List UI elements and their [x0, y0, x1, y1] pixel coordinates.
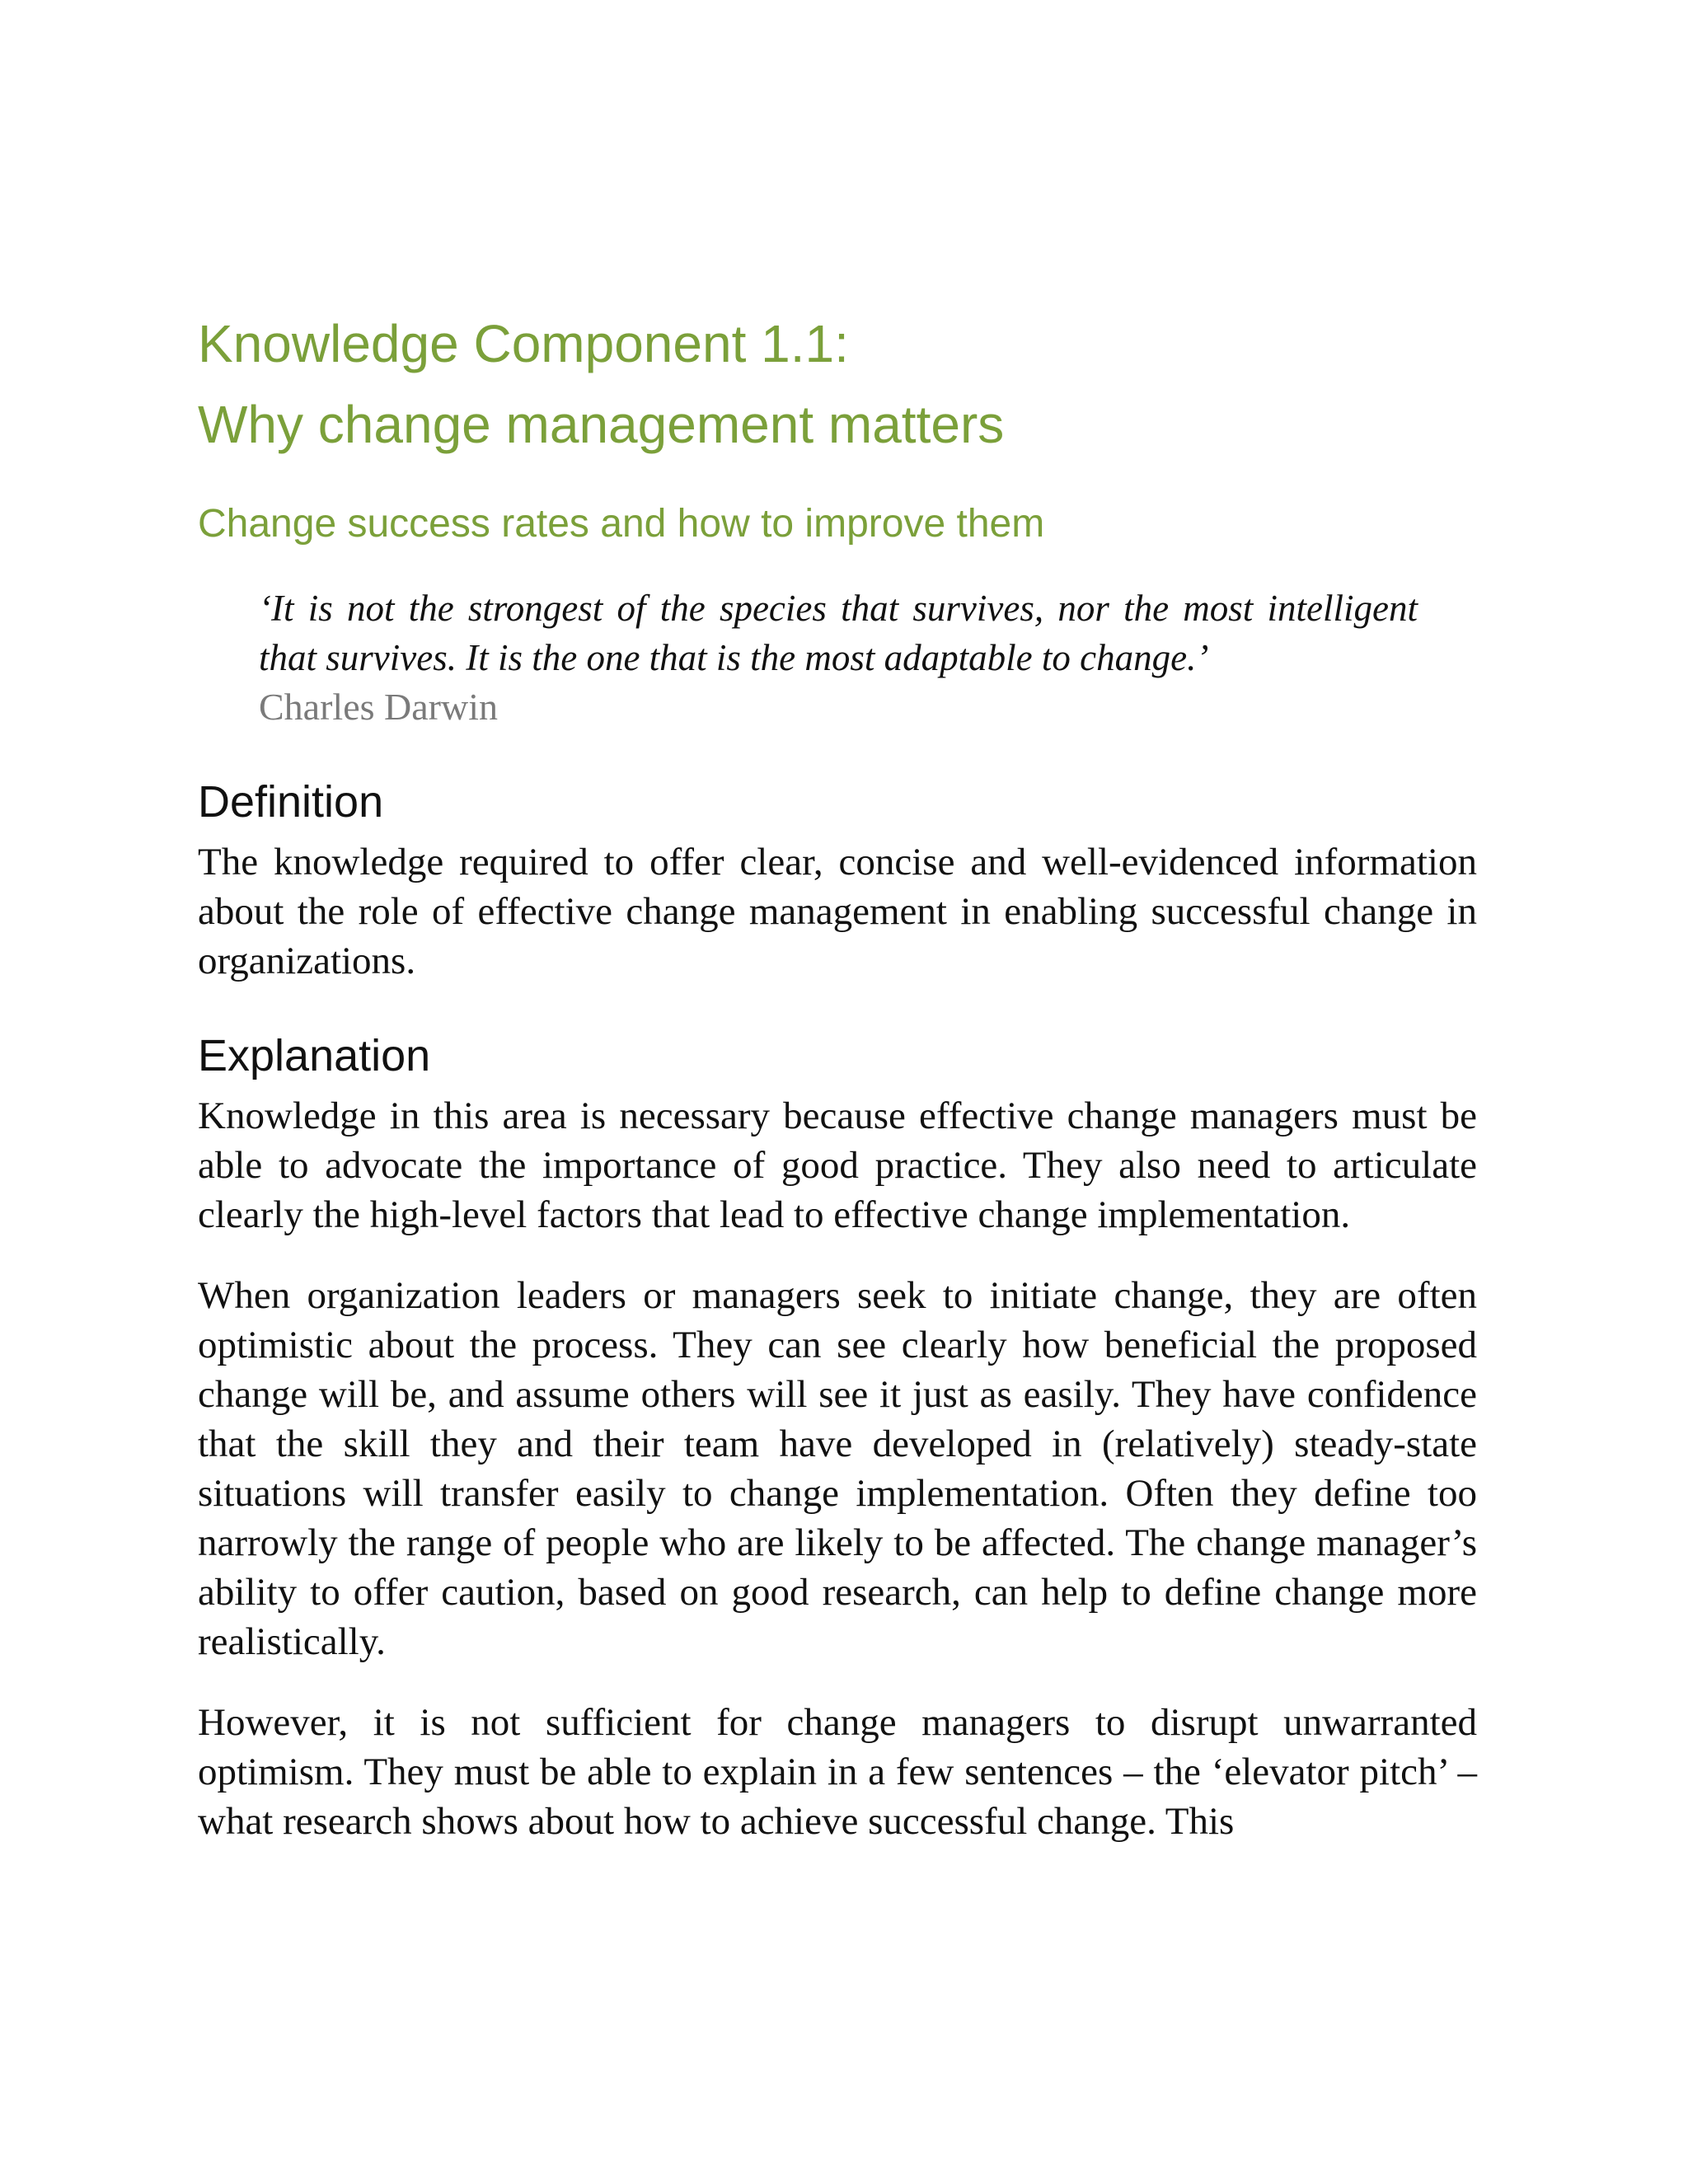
page-subtitle: Change success rates and how to improve them	[198, 502, 1045, 546]
page-content	[198, 303, 1477, 1846]
explanation-paragraph-1: Knowledge in this area is necessary because effective change managers must be able to advocate the importance of good practice. They also need to articulate clearly the high-level factors that lead to effective change implementation.	[198, 1094, 1477, 1236]
epigraph-quote	[259, 583, 1418, 732]
title-line-2: Why change management matters	[198, 395, 1005, 454]
quote-text: ‘It is not the strongest of the species that survives, nor the most intelligent that survives. It is the one that is the most adaptable to change.’	[259, 588, 1418, 678]
title-line-1: Knowledge Component 1.1:	[198, 314, 849, 373]
quote-author: Charles Darwin	[259, 686, 498, 728]
explanation-paragraph-2: When organization leaders or managers seek to initiate change, they are often optimistic about the process. They can see clearly how beneficial the proposed change will be, and assume others will see it just as easily. They have confidence that the skill they and their team have developed in (relatively) steady-state situations will transfer easily to change implementation. Often they define too narrowly the range of people who are likely to be affected. The change manager’s ability to offer caution, based on good research, can help to define change more realistically.	[198, 1274, 1477, 1663]
explanation-paragraph-3: However, it is not sufficient for change managers to disrupt unwarranted optimism. They must be able to explain in a few sentences – the ‘elevator pitch’ – what research shows about how to achieve successful change. This	[198, 1701, 1477, 1843]
page-title	[198, 303, 1477, 465]
explanation-heading: Explanation	[198, 1031, 431, 1080]
definition-heading: Definition	[198, 777, 384, 827]
definition-paragraph: The knowledge required to offer clear, concise and well-evidenced information about the role of effective change management in enabling successful change in organizations.	[198, 841, 1477, 982]
